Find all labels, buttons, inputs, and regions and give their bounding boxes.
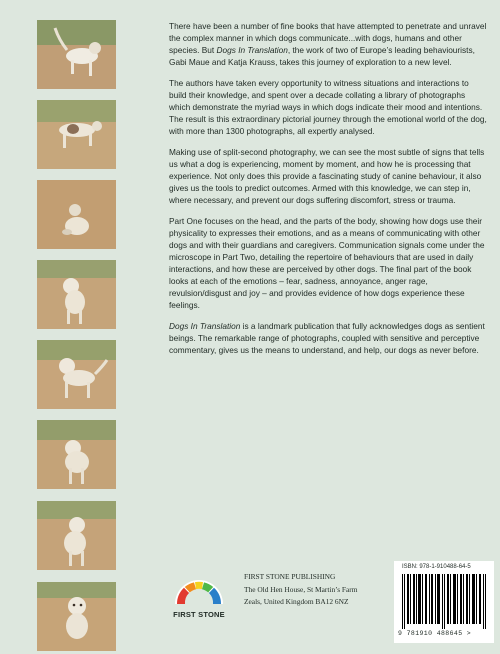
dog-photo: [37, 420, 116, 489]
dog-photo: [37, 20, 116, 89]
publisher-block: [171, 564, 491, 648]
dog-photo-image: [37, 340, 116, 409]
dog-photo-image: [37, 582, 116, 651]
dog-photo: [37, 340, 116, 409]
blurb-paragraph-2: The authors have taken every opportunity to witness situations and interactions to build their knowledge, and spent over a decade collating a library of photographs which demonstrate the myriad ways in which dogs indicate their mood and intentions. The result is this extraordinary pictorial journey through the emotional world of the dog, with more than 1300 photographs, all expertly analysed.: [169, 78, 487, 136]
isbn-barcode: [394, 561, 494, 643]
blurb-paragraph-4: Part One focuses on the head, and the parts of the body, showing how dogs use their physicality to expresses their emotions, and as a means of communicating with other dogs and with their guardians and caregivers. Communication signals come under the microscope in Part Two, detailing the repertoire of behaviours that are used in daily interactions, and how these are perceived by other dogs. The final part of the book looks at each of the emotions – fear, sadness, annoyance, anger rage, revulsion/disgust and joy – and provides evidence of how dogs experience these feelings.: [169, 216, 485, 310]
dog-photo-image: [37, 180, 116, 249]
first-stone-logo: [171, 568, 227, 624]
dog-photo: [37, 180, 116, 249]
dog-photo-image: [37, 100, 116, 169]
dog-photo: [37, 100, 116, 169]
book-title: Dogs In Translation: [216, 45, 288, 55]
barcode-icon: [402, 574, 486, 629]
blurb-text: [169, 20, 487, 365]
blurb-paragraph-5: Dogs In Translation is a landmark publication that fully acknowledges dogs as sentient beings. The remarkable range of photographs, coupled with sensitive and perceptive commentary, gives us the means to understand, and help, our dogs as never before.: [169, 321, 485, 355]
address-line-1: The Old Hen House, St Martin’s Farm: [244, 584, 358, 594]
publisher-name: FIRST STONE PUBLISHING: [244, 572, 336, 581]
logo-text: FIRST STONE: [173, 610, 225, 619]
blurb-paragraph-1: There have been a number of fine books that have attempted to penetrate and unravel the complex manner in which dogs communicate...with dogs, humans and other species. But Dogs In Translation, the work of two of Europe’s leading behaviourists, Gabi Maue and Katja Krauss, takes this journey of exploration to a new level.: [169, 21, 487, 67]
blurb-paragraph-3: Making use of split-second photography, we can see the most subtle of signs that tells us what a dog is experiencing, moment by moment, and how he is processing that experience. Not only does this provide a fascinating study of canine behaviour, it also gives us the tools to predict outcomes. Armed with this knowledge, we can step in, where necessary, and prevent our dogs suffering discomfort, stress or trauma.: [169, 147, 485, 205]
dog-photo-image: [37, 260, 116, 329]
dog-photo: [37, 501, 116, 570]
barcode-digits: 9 781910 488645 >: [398, 630, 472, 637]
address-line-2: Zeals, United Kingdom BA12 6NZ: [244, 597, 349, 606]
isbn-label: ISBN: 978-1-910488-64-5: [402, 564, 471, 570]
publisher-address: [244, 571, 404, 609]
dog-photo-image: [37, 420, 116, 489]
dog-photo: [37, 260, 116, 329]
dog-photo-image: [37, 501, 116, 570]
dog-photo: [37, 582, 116, 651]
dog-photo-image: [37, 20, 116, 89]
book-title: Dogs In Translation: [169, 321, 241, 331]
